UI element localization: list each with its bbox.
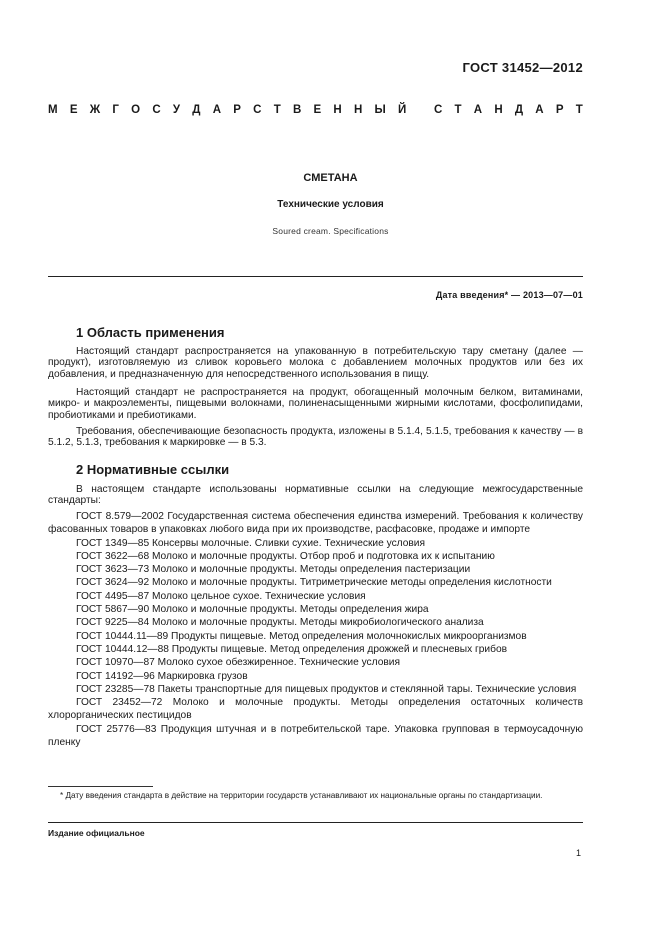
reference-item: ГОСТ 23452—72 Молоко и молочные продукты. Методы определения остаточных количеств хлорорганических пестицидов	[48, 697, 583, 722]
standard-type-letter: Й	[398, 104, 407, 116]
standard-type-letter: С	[152, 104, 161, 116]
standard-type-letter: Т	[273, 104, 281, 116]
standard-type-letter: Н	[333, 104, 342, 116]
page-number: 1	[575, 848, 581, 858]
standard-type-letter: О	[131, 104, 141, 116]
reference-item: ГОСТ 3622—68 Молоко и молочные продукты. Отбор проб и подготовка их к испытанию	[76, 550, 495, 562]
footer-divider	[48, 822, 583, 823]
reference-item: ГОСТ 9225—84 Молоко и молочные продукты. Методы микробиологического анализа	[76, 617, 484, 629]
english-title: Soured cream. Specifications	[272, 226, 389, 236]
edition-label: Издание официальное	[48, 828, 145, 838]
reference-item: ГОСТ 10970—87 Молоко сухое обезжиренное. Технические условия	[76, 657, 400, 669]
standard-type-letter: Ж	[89, 104, 101, 116]
standard-type-letter: Д	[514, 104, 524, 116]
standard-type-letter: С	[433, 104, 443, 116]
normative-references-list	[48, 510, 583, 749]
standard-type-letter	[419, 104, 422, 116]
standard-type-label	[48, 104, 583, 116]
reference-item: ГОСТ 8.579—2002 Государственная система обеспечения единства измерений. Требования к количеству фасованных товаров в упаковках любого вида при их производстве, расфасовке, продаже и импорте	[48, 511, 583, 536]
standard-type-letter: Ы	[374, 104, 386, 116]
introduction-date: Дата введения* — 2013—07—01	[435, 290, 583, 300]
reference-item: ГОСТ 23285—78 Пакеты транспортные для пищевых продуктов и стеклянной тары. Технические условия	[76, 683, 577, 695]
reference-item: ГОСТ 4495—87 Молоко цельное сухое. Технические условия	[76, 590, 366, 602]
standard-type-letter: А	[473, 104, 483, 116]
section-1-paragraph-1: Настоящий стандарт распространяется на упакованную в потребительскую тару сметану (далее — продукт), изготовляемую из сливок коровьего молока с добавлением молочных продуктов или без их добавления, и предназначенную для непосредственного использования в пищу.	[48, 346, 583, 380]
document-subtitle: Технические условия	[277, 199, 384, 210]
reference-item: ГОСТ 3624—92 Молоко и молочные продукты. Титриметрические методы определения кислотности	[76, 577, 552, 589]
section-2-heading: 2 Нормативные ссылки	[76, 462, 230, 477]
standard-type-letter: Г	[112, 104, 119, 116]
standard-type-letter: Н	[494, 104, 503, 116]
standard-type-letter: А	[212, 104, 222, 116]
footnote-divider	[48, 786, 153, 787]
standard-type-letter: А	[535, 104, 544, 116]
reference-item: ГОСТ 10444.11—89 Продукты пищевые. Метод определения молочнокислых микроорганизмов	[76, 630, 527, 642]
header-divider	[48, 276, 583, 277]
reference-item: ГОСТ 10444.12—88 Продукты пищевые. Метод определения дрожжей и плесневых грибов	[76, 643, 508, 655]
reference-item: ГОСТ 3623—73 Молоко и молочные продукты. Методы определения пастеризации	[76, 564, 471, 576]
reference-item: ГОСТ 5867—90 Молоко и молочные продукты. Методы определения жира	[76, 604, 429, 616]
standard-type-letter: М	[48, 104, 58, 116]
standard-type-letter: С	[253, 104, 262, 116]
standard-type-letter: В	[292, 104, 302, 116]
standard-type-letter: Т	[454, 104, 462, 116]
document-number: ГОСТ 31452—2012	[462, 60, 583, 75]
document-title: СМЕТАНА	[303, 172, 358, 184]
reference-item: ГОСТ 14192—96 Маркировка грузов	[76, 670, 248, 682]
reference-item: ГОСТ 1349—85 Консервы молочные. Сливки сухие. Технические условия	[76, 537, 426, 549]
standard-type-letter: Р	[555, 104, 564, 116]
section-2-intro: В настоящем стандарте использованы нормативные ссылки на следующие межгосударственные стандарты:	[48, 484, 583, 507]
standard-type-letter: Д	[192, 104, 201, 116]
standard-type-letter: Н	[353, 104, 363, 116]
section-1-paragraph-2: Настоящий стандарт не распространяется на продукт, обогащенный молочным белком, витаминами, микро- и макроэлементы, пищевыми волокнами, полиненасыщенными жирными кислотами, фосфолипидами, пробиотиками и пребиотиками.	[48, 387, 583, 421]
standard-type-letter: Е	[313, 104, 322, 116]
standard-type-letter: Т	[575, 104, 583, 116]
standard-type-letter: Р	[233, 104, 241, 116]
reference-item: ГОСТ 25776—83 Продукция штучная и в потребительской таре. Упаковка групповая в термоусадочную пленку	[48, 723, 583, 749]
standard-type-letter: У	[172, 104, 181, 116]
standard-type-letter: Е	[69, 104, 78, 116]
section-1-heading: 1 Область применения	[76, 325, 225, 340]
section-1-paragraph-3: Требования, обеспечивающие безопасность продукта, изложены в 5.1.4, 5.1.5, требования к качеству — в 5.1.2, 5.1.3, требования к маркировке — в 5.3.	[48, 426, 583, 449]
footnote: * Дату введения стандарта в действие на территории государств устанавливают их национальные органы по стандартизации.	[60, 791, 543, 800]
